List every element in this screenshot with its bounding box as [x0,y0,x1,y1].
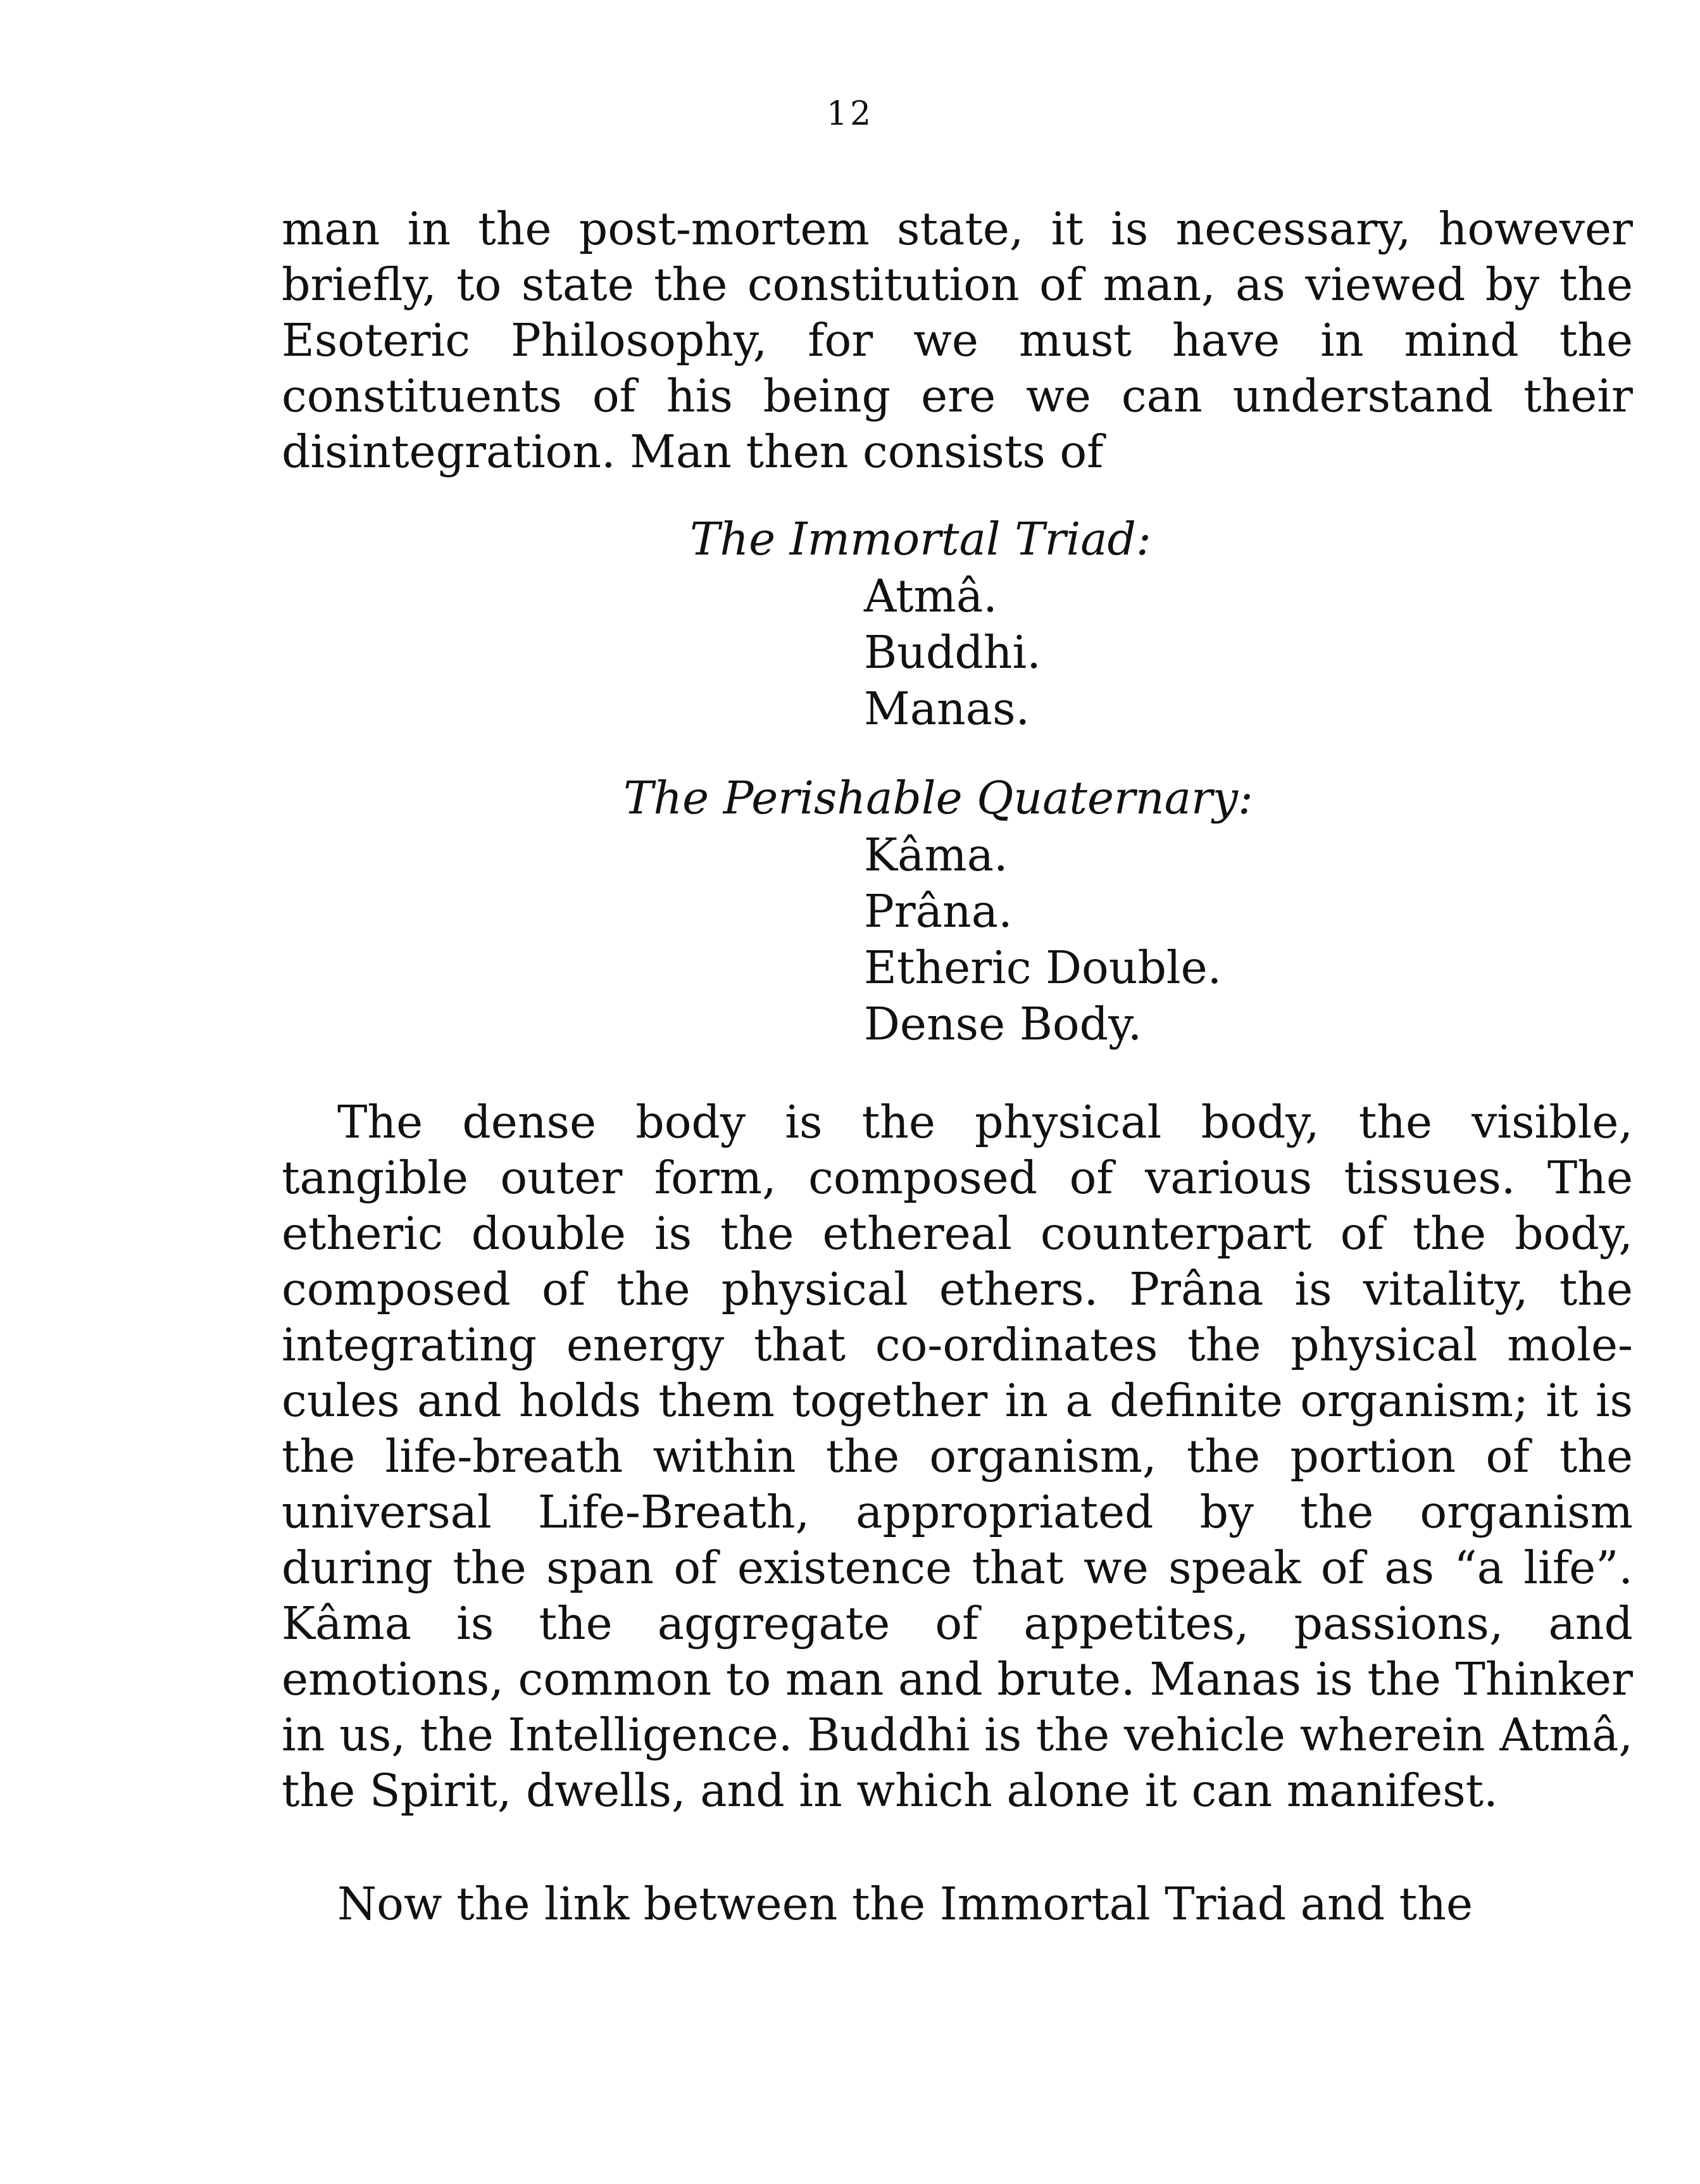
page-number: 12 [826,95,874,133]
perishable-quaternary-list [864,827,1222,1052]
intro-text: man in the post-mortem state, it is necessary, however briefly, to state the constitution of man, as viewed by the Esoteric Philosophy, for we must have in mind the constituents of his being ere we can understand their disintegration. Man then consists of [282,203,1633,478]
list-item: Etheric Double. [864,941,1222,994]
perishable-quaternary-heading: The Perishable Quaternary: [623,772,1253,824]
description-text: The dense body is the physical body, the visible, tangible outer form, composed of various tissues. The etheric double is the ethereal counterpart of the body, composed of the physical ethers. Prâna is vitality, the integrating energy that co-ordinates the physical mole-cules and holds them together in a definite organism; it is the life-breath within the organism, the portion of the universal Life-Breath, appropriated by the organism during the span of existence that we speak of as “a life”. Kâma is the aggregate of appetites, passions, and emotions, common to man and brute. Manas is the Thinker in us, the Intelligence. Buddhi is the vehicle wherein Atmâ, the Spirit, dwells, and in which alone it can manifest. [282,1096,1633,1817]
list-item: Atmâ. [864,570,997,622]
list-item: Dense Body. [864,998,1142,1050]
immortal-triad-heading: The Immortal Triad: [690,513,1151,565]
immortal-triad-list [864,568,1041,737]
closing-text: Now the link between the Immortal Triad and the [337,1878,1473,1930]
closing-paragraph [282,1876,1633,1932]
list-item: Prâna. [864,885,1013,938]
list-item: Manas. [864,682,1030,735]
intro-paragraph [282,201,1633,480]
description-paragraph [282,1095,1633,1819]
list-item: Kâma. [864,829,1008,881]
list-item: Buddhi. [864,626,1041,679]
